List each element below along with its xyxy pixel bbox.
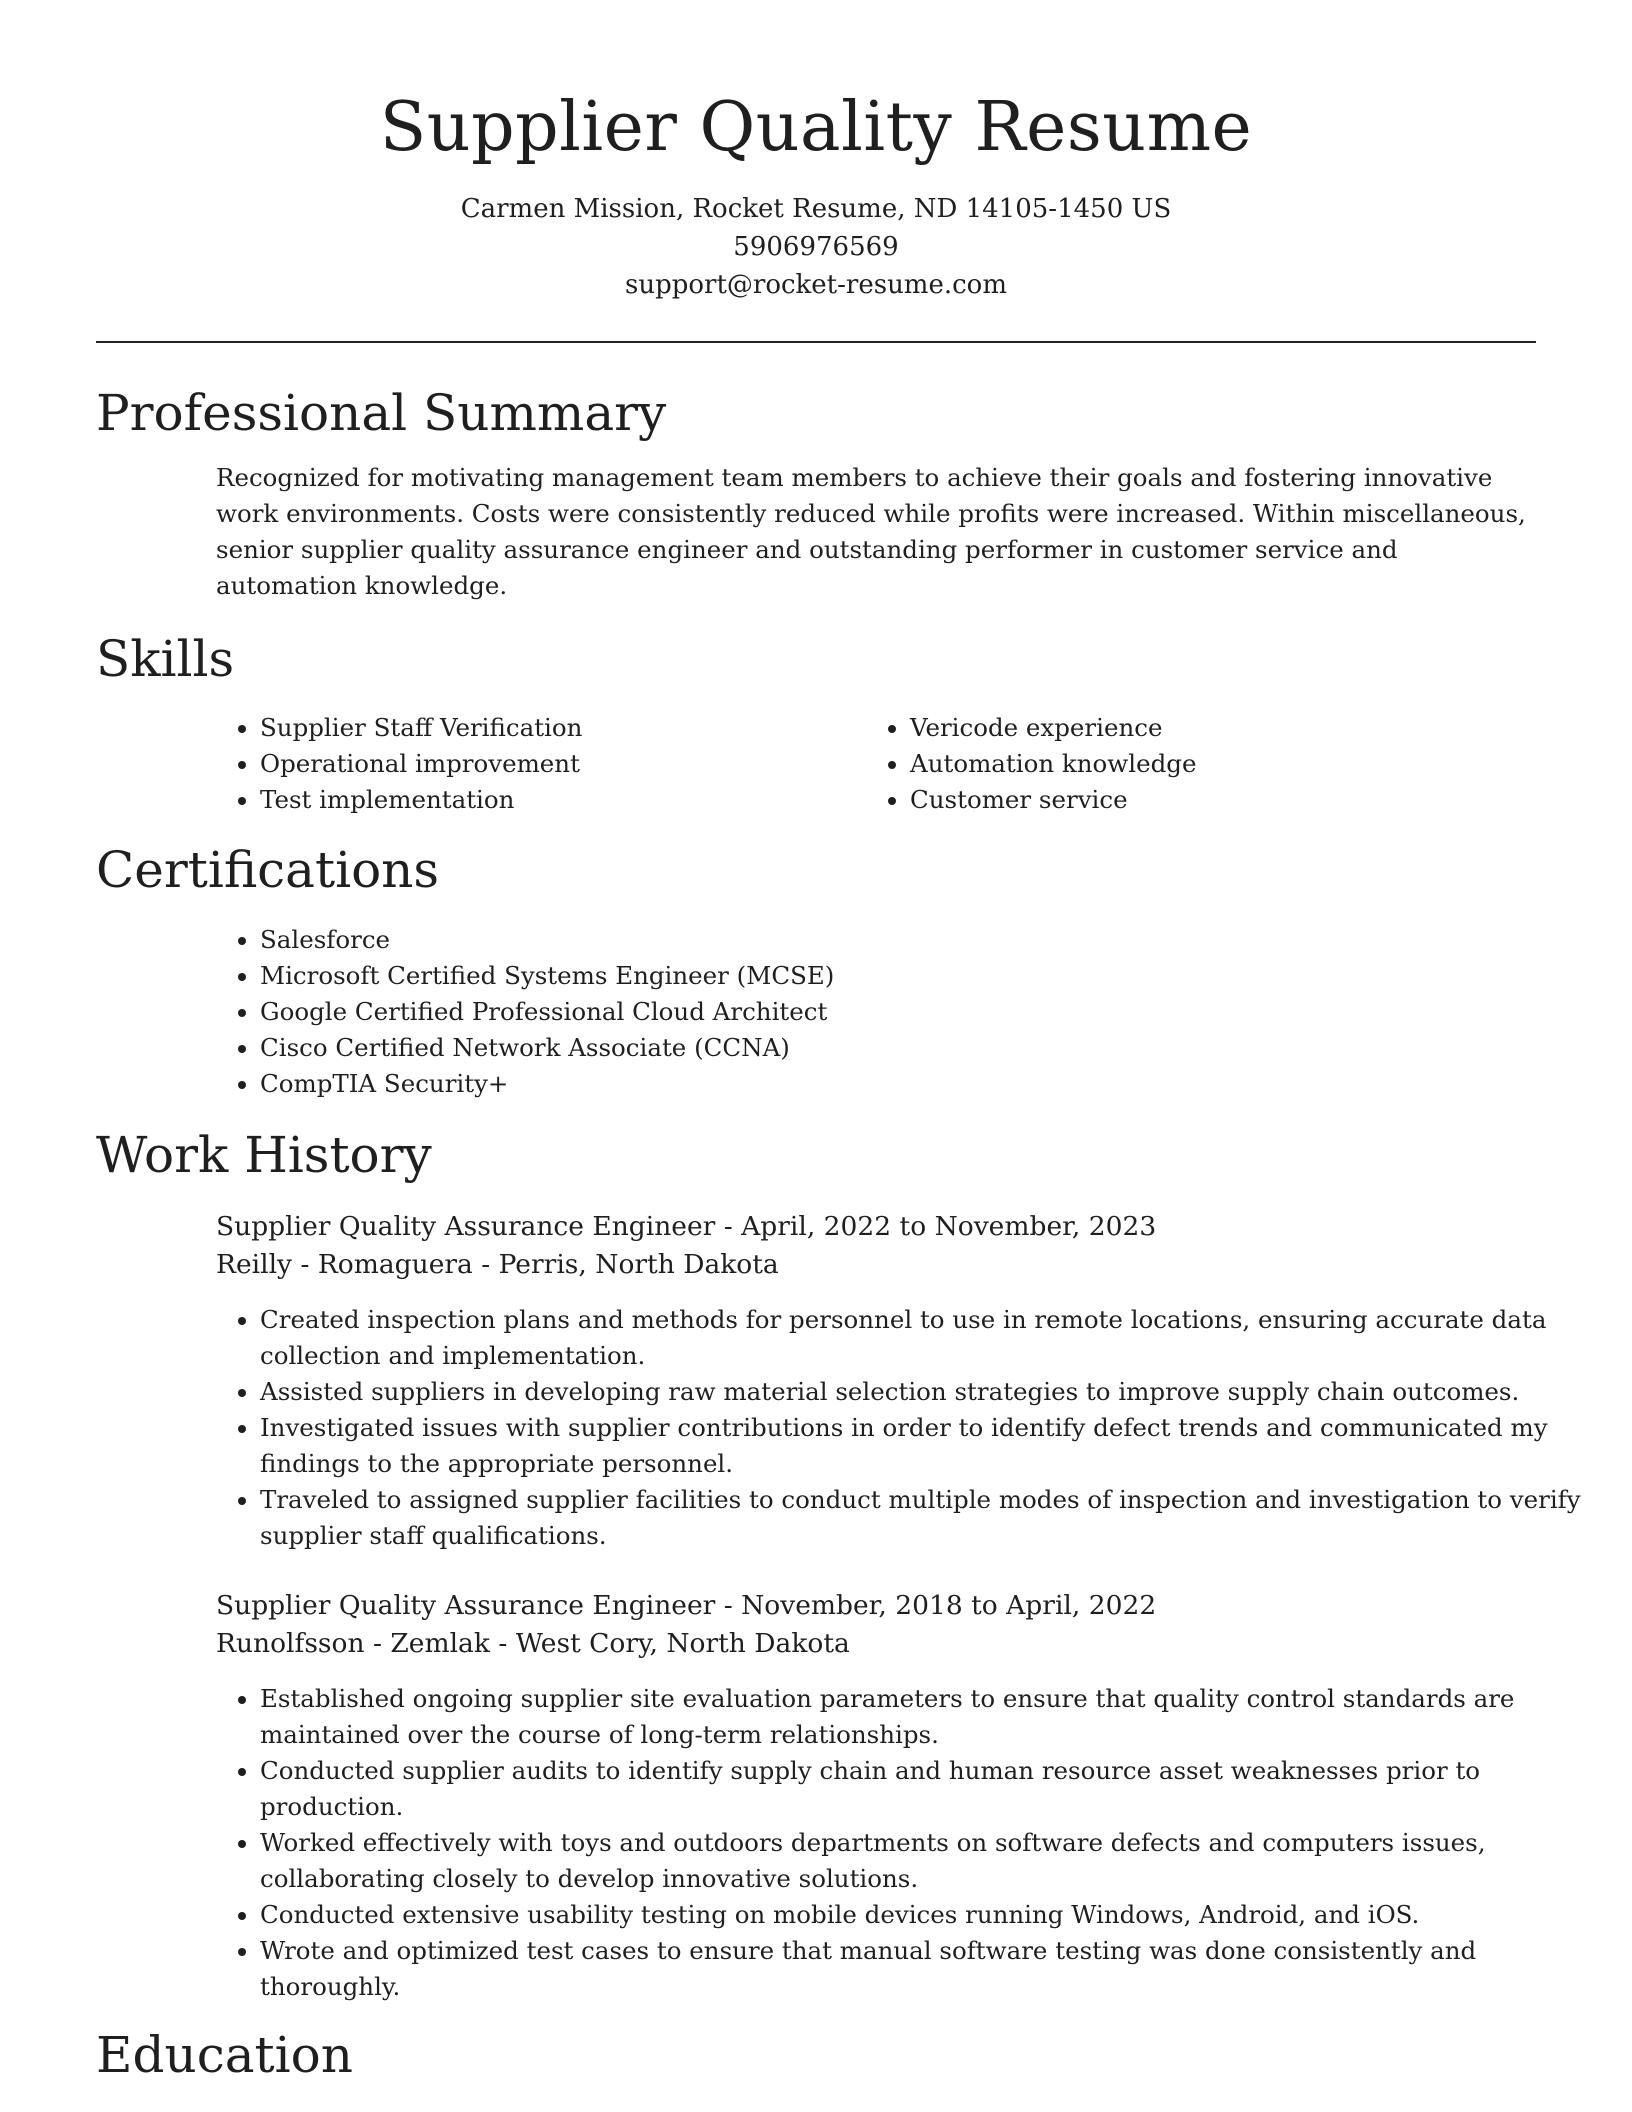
skill-item: • Test implementation	[260, 782, 860, 818]
contact-phone: 5906976569	[733, 232, 899, 262]
skill-item: • Customer service	[910, 782, 1510, 818]
job-bullet: • Assisted suppliers in developing raw material selection strategies to improve supply chain outcomes.	[260, 1374, 1586, 1410]
job-company: Runolfsson - Zemlak	[216, 1628, 490, 1659]
skill-item: • Supplier Staff Verification	[260, 710, 860, 746]
skill-item: • Operational improvement	[260, 746, 860, 782]
skill-item: • Automation knowledge	[910, 746, 1510, 782]
job-bullet: • Established ongoing supplier site evaluation parameters to ensure that quality control standards are maintained over the course of long-term relationships.	[260, 1681, 1586, 1753]
job-location: Perris, North Dakota	[498, 1249, 779, 1280]
skill-item: • Vericode experience	[910, 710, 1510, 746]
education-heading: Education	[96, 2026, 353, 2084]
job-bullet: • Investigated issues with supplier contributions in order to identify defect trends and communicated my findings to the appropriate personnel.	[260, 1410, 1586, 1482]
job-title-line: Supplier Quality Assurance Engineer - November, 2018 to April, 2022	[216, 1590, 1157, 1621]
certification-item: • Google Certified Professional Cloud Architect	[260, 994, 1460, 1030]
skills-list-left	[216, 710, 860, 818]
job-title: Supplier Quality Assurance Engineer	[216, 1590, 716, 1621]
job-company-line: Runolfsson - Zemlak - West Cory, North Dakota	[216, 1628, 850, 1659]
skills-heading: Skills	[96, 630, 235, 688]
job-bullet: • Wrote and optimized test cases to ensure that manual software testing was done consistently and thoroughly.	[260, 1933, 1586, 2005]
job-dates: November, 2018 to April, 2022	[741, 1590, 1157, 1621]
contact-address: Carmen Mission, Rocket Resume, ND 14105-1450 US	[460, 194, 1172, 224]
certifications-list	[216, 922, 1460, 1102]
job-bullets	[216, 1681, 1586, 2005]
header-divider	[96, 341, 1536, 343]
job-company: Reilly - Romaguera	[216, 1249, 473, 1280]
job-dates: April, 2022 to November, 2023	[741, 1211, 1157, 1242]
job-company-line: Reilly - Romaguera - Perris, North Dakota	[216, 1249, 779, 1280]
summary-text: Recognized for motivating management team members to achieve their goals and fostering innovative work environments. Costs were consistently reduced while profits were increased. Within miscellaneous, senior supplier quality assurance engineer and outstanding performer in customer service and automation knowledge.	[216, 463, 1526, 600]
job-bullet: • Worked effectively with toys and outdoors departments on software defects and computers issues, collaborating closely to develop innovative solutions.	[260, 1825, 1586, 1897]
summary-heading: Professional Summary	[96, 384, 667, 442]
job-bullet: • Conducted supplier audits to identify supply chain and human resource asset weaknesses prior to production.	[260, 1753, 1586, 1825]
certification-item: • Microsoft Certified Systems Engineer (MCSE)	[260, 958, 1460, 994]
job-title: Supplier Quality Assurance Engineer	[216, 1211, 716, 1242]
certification-item: • CompTIA Security+	[260, 1066, 1460, 1102]
certifications-heading: Certifications	[96, 841, 440, 899]
job-title-line: Supplier Quality Assurance Engineer - April, 2022 to November, 2023	[216, 1211, 1157, 1242]
job-bullet: • Traveled to assigned supplier facilities to conduct multiple modes of inspection and investigation to verify supplier staff qualifications.	[260, 1482, 1586, 1554]
certification-item: • Salesforce	[260, 922, 1460, 958]
resume-title: Supplier Quality Resume	[379, 88, 1253, 167]
job-bullet: • Conducted extensive usability testing on mobile devices running Windows, Android, and iOS.	[260, 1897, 1586, 1933]
contact-email: support@rocket-resume.com	[624, 270, 1007, 300]
skills-list-right	[866, 710, 1510, 818]
work-history-heading: Work History	[96, 1126, 432, 1184]
job-bullet: • Created inspection plans and methods for personnel to use in remote locations, ensuring accurate data collection and implementation.	[260, 1302, 1586, 1374]
certification-item: • Cisco Certified Network Associate (CCNA)	[260, 1030, 1460, 1066]
resume-header	[96, 80, 1536, 304]
job-bullets	[216, 1302, 1586, 1554]
job-location: West Cory, North Dakota	[515, 1628, 850, 1659]
